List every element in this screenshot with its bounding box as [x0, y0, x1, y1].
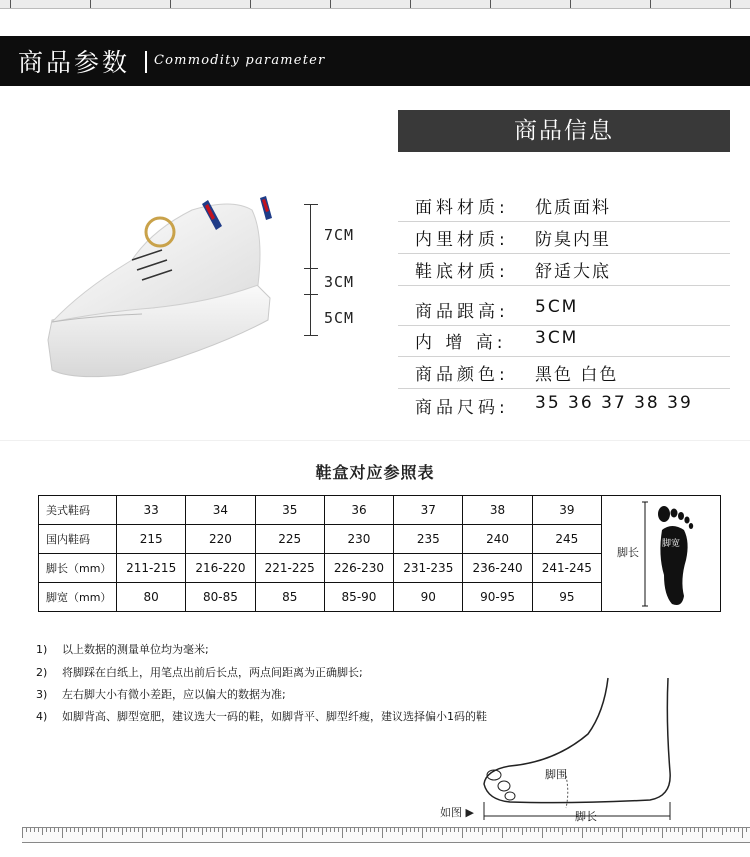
table-cell: 90-95 — [463, 583, 532, 612]
footprint-icon — [642, 500, 702, 608]
row-header: 美式鞋码 — [39, 496, 117, 525]
foot-length-label: 脚长 — [617, 546, 639, 559]
table-cell: 37 — [394, 496, 463, 525]
top-tick — [330, 0, 331, 8]
table-row — [39, 554, 602, 583]
table-cell: 215 — [117, 525, 186, 554]
info-label: 面料材质: — [415, 198, 509, 218]
table-cell: 90 — [394, 583, 463, 612]
height-measurements — [300, 200, 380, 340]
table-cell: 95 — [532, 583, 601, 612]
section-divider — [0, 440, 750, 441]
info-label: 鞋底材质: — [415, 262, 509, 282]
info-value: 黑色 白色 — [535, 365, 619, 385]
table-cell: 235 — [394, 525, 463, 554]
table-cell: 230 — [324, 525, 393, 554]
info-label: 商品跟高: — [415, 302, 509, 322]
measure-label-upper: 7CM — [324, 226, 355, 244]
table-row — [39, 496, 602, 525]
info-row — [398, 325, 730, 357]
foot-width-label: 脚宽 — [662, 539, 681, 549]
girth-label: 脚围 — [545, 768, 567, 781]
info-row — [398, 222, 730, 254]
info-value: 舒适大底 — [535, 262, 611, 282]
product-shoe-image — [42, 190, 277, 380]
table-cell: 221-225 — [255, 554, 324, 583]
info-title: 商品信息 — [398, 110, 730, 152]
table-cell: 241-245 — [532, 554, 601, 583]
top-tick — [170, 0, 171, 8]
info-row — [398, 357, 730, 389]
info-row — [398, 254, 730, 286]
table-cell: 80-85 — [186, 583, 255, 612]
measure-label-sole: 5CM — [324, 309, 355, 327]
top-tick — [490, 0, 491, 8]
section-header — [0, 36, 750, 86]
top-tick — [570, 0, 571, 8]
table-cell: 220 — [186, 525, 255, 554]
row-header: 脚宽（mm） — [39, 583, 117, 612]
info-row — [398, 294, 730, 326]
as-figure-label: 如图 ▶ — [440, 806, 474, 819]
table-cell: 33 — [117, 496, 186, 525]
top-tick — [650, 0, 651, 8]
info-label: 商品颜色: — [415, 365, 509, 385]
section-subtitle: Commodity parameter — [154, 53, 326, 68]
bottom-ruler — [22, 827, 750, 843]
table-cell: 36 — [324, 496, 393, 525]
table-cell: 85-90 — [324, 583, 393, 612]
note-item: 3) 左右脚大小有微小差距，应以偏大的数据为准; — [36, 688, 286, 701]
table-cell: 38 — [463, 496, 532, 525]
top-tick — [10, 0, 11, 8]
top-tick — [410, 0, 411, 8]
foot-measurement-diagram — [470, 672, 700, 822]
info-value: 5CM — [535, 297, 579, 317]
info-value: 优质面料 — [535, 198, 611, 218]
info-value: 防臭内里 — [535, 230, 611, 250]
table-row — [39, 525, 602, 554]
info-value: 3CM — [535, 328, 579, 348]
note-item: 4) 如脚背高、脚型宽肥，建议选大一码的鞋，如脚背平、脚型纤瘦，建议选择偏小1码的鞋 — [36, 710, 487, 723]
table-cell: 35 — [255, 496, 324, 525]
table-cell: 231-235 — [394, 554, 463, 583]
info-row — [398, 390, 730, 421]
section-title: 商品参数 — [18, 48, 131, 77]
top-tick — [90, 0, 91, 8]
info-row — [398, 190, 730, 222]
measure-label-insole: 3CM — [324, 273, 355, 291]
table-cell: 80 — [117, 583, 186, 612]
table-cell: 85 — [255, 583, 324, 612]
table-cell: 216-220 — [186, 554, 255, 583]
row-header: 国内鞋码 — [39, 525, 117, 554]
table-cell: 225 — [255, 525, 324, 554]
info-label: 内里材质: — [415, 230, 509, 250]
info-label: 商品尺码: — [415, 398, 509, 418]
table-cell: 226-230 — [324, 554, 393, 583]
title-divider — [145, 51, 147, 73]
size-chart-table — [38, 495, 602, 612]
table-cell: 34 — [186, 496, 255, 525]
footprint-cell — [602, 495, 721, 612]
table-cell: 240 — [463, 525, 532, 554]
size-chart-title: 鞋盒对应参照表 — [315, 463, 435, 482]
note-item: 1) 以上数据的测量单位均为毫米; — [36, 643, 209, 656]
note-item: 2) 将脚踩在白纸上，用笔点出前后长点，两点间距离为正确脚长; — [36, 666, 363, 679]
top-ruler-strip — [0, 0, 750, 9]
table-row — [39, 583, 602, 612]
top-tick — [730, 0, 731, 8]
table-cell: 39 — [532, 496, 601, 525]
row-header: 脚长（mm） — [39, 554, 117, 583]
info-label: 内 增 高: — [415, 333, 507, 353]
top-tick — [250, 0, 251, 8]
length-label: 脚长 — [575, 810, 597, 822]
table-cell: 245 — [532, 525, 601, 554]
info-value: 35 36 37 38 39 — [535, 393, 693, 413]
table-cell: 236-240 — [463, 554, 532, 583]
table-cell: 211-215 — [117, 554, 186, 583]
